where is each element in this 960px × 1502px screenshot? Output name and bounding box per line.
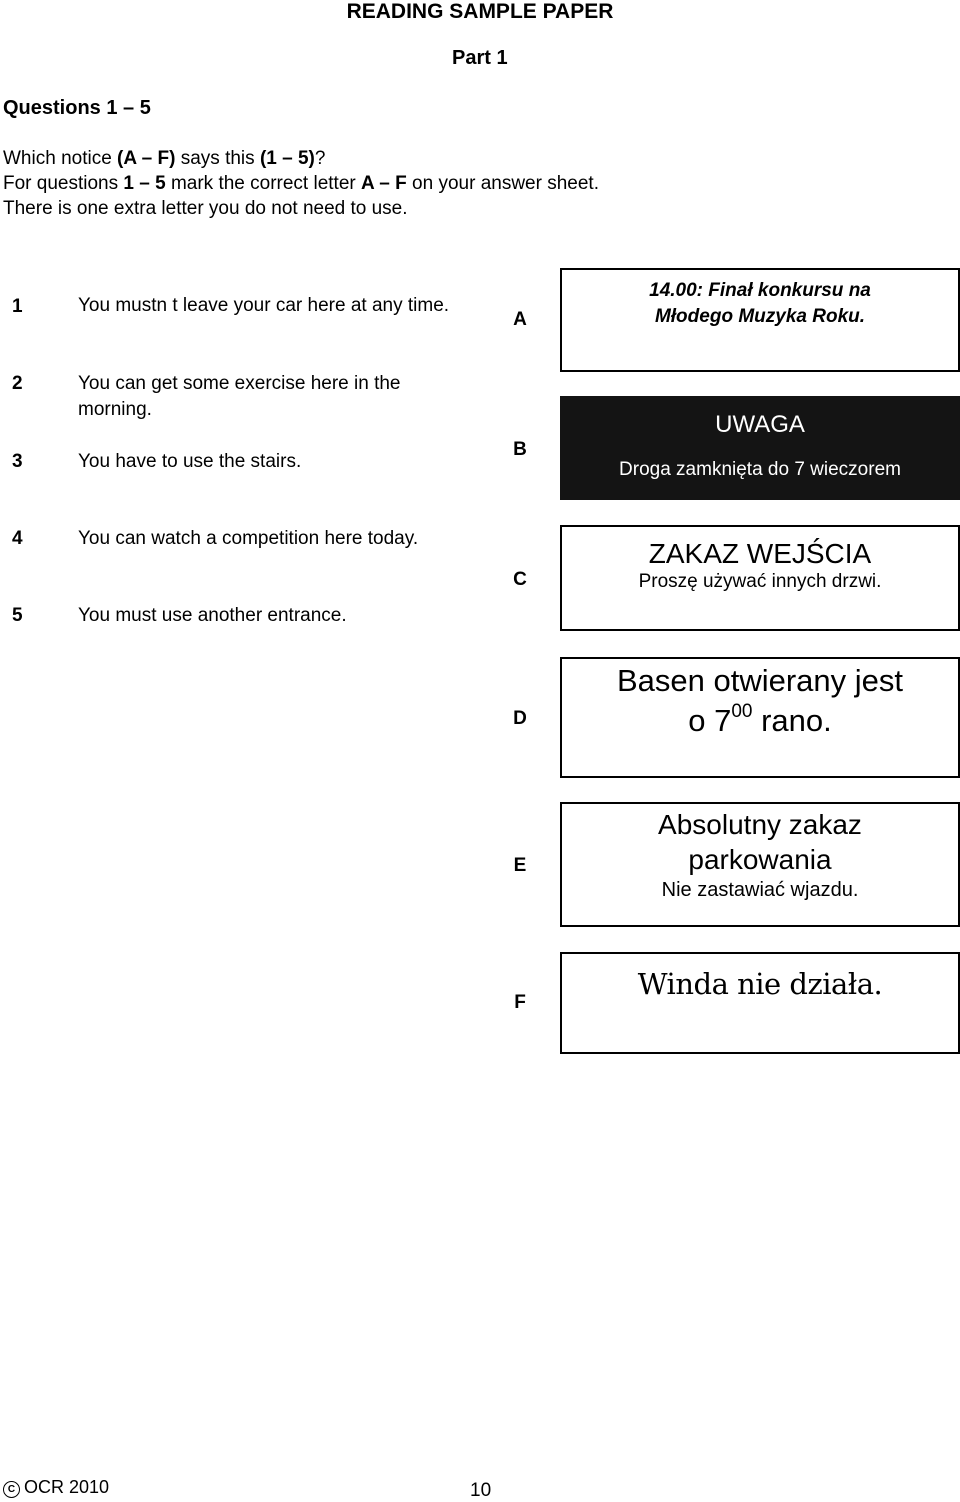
question-text: You can get some exercise here in the morning.	[78, 373, 401, 420]
notice-d	[560, 657, 960, 778]
notice-c-text: Proszę używać innych drzwi.	[638, 571, 882, 592]
notice-a-line-1: 14.00: Finał konkursu na	[649, 280, 871, 301]
page-number: 10	[470, 1480, 492, 1501]
notice-b	[560, 396, 960, 500]
question-text: You have to use the stairs.	[78, 451, 302, 472]
paper-title: READING SAMPLE PAPER	[346, 0, 614, 23]
notice-e-text: Nie zastawiać wjazdu.	[661, 879, 859, 901]
question-text: You can watch a competition here today.	[78, 528, 419, 549]
option-letter-d: D	[513, 708, 527, 729]
question-number: 4	[12, 528, 23, 549]
footer-copyright: C OCR 2010	[3, 1477, 109, 1498]
instruction-line-2: For questions 1 – 5 mark the correct letter A – F on your answer sheet.	[3, 173, 599, 194]
question-number: 2	[12, 373, 23, 394]
notice-c	[560, 525, 960, 631]
notice-f-text: Winda nie działa.	[637, 967, 883, 1001]
notice-e	[560, 802, 960, 927]
question-number: 3	[12, 451, 23, 472]
notice-e-title: Absolutny zakaz parkowania	[658, 809, 862, 875]
notice-f	[560, 952, 960, 1054]
notice-d-line-1: Basen otwierany jest	[616, 663, 904, 698]
notice-c-title: ZAKAZ WEJŚCIA	[648, 538, 872, 569]
notice-a-line-2: Młodego Muzyka Roku.	[654, 306, 866, 327]
copyright-icon: C	[3, 1481, 20, 1498]
question-number: 1	[12, 296, 23, 317]
instruction-line-1: Which notice (A – F) says this (1 – 5)?	[3, 148, 326, 169]
option-letter-e: E	[513, 855, 527, 876]
notice-a	[560, 268, 960, 372]
part-title: Part 1	[452, 47, 508, 69]
questions-title: Questions 1 – 5	[3, 97, 151, 119]
option-letter-c: C	[513, 569, 527, 590]
option-letter-f: F	[514, 992, 526, 1013]
instruction-line-3: There is one extra letter you do not need to use.	[3, 198, 408, 219]
notice-b-title: UWAGA	[715, 411, 805, 438]
option-letter-b: B	[513, 439, 527, 460]
option-letter-a: A	[513, 309, 527, 330]
question-number: 5	[12, 605, 23, 626]
notice-d-line-2: o $7^{00}$ rano.	[688, 701, 832, 738]
question-text: You must use another entrance.	[78, 605, 347, 626]
notice-b-text: Droga zamknięta do 7 wieczorem	[619, 459, 901, 480]
question-text: You mustn t leave your car here at any time.	[78, 295, 450, 316]
